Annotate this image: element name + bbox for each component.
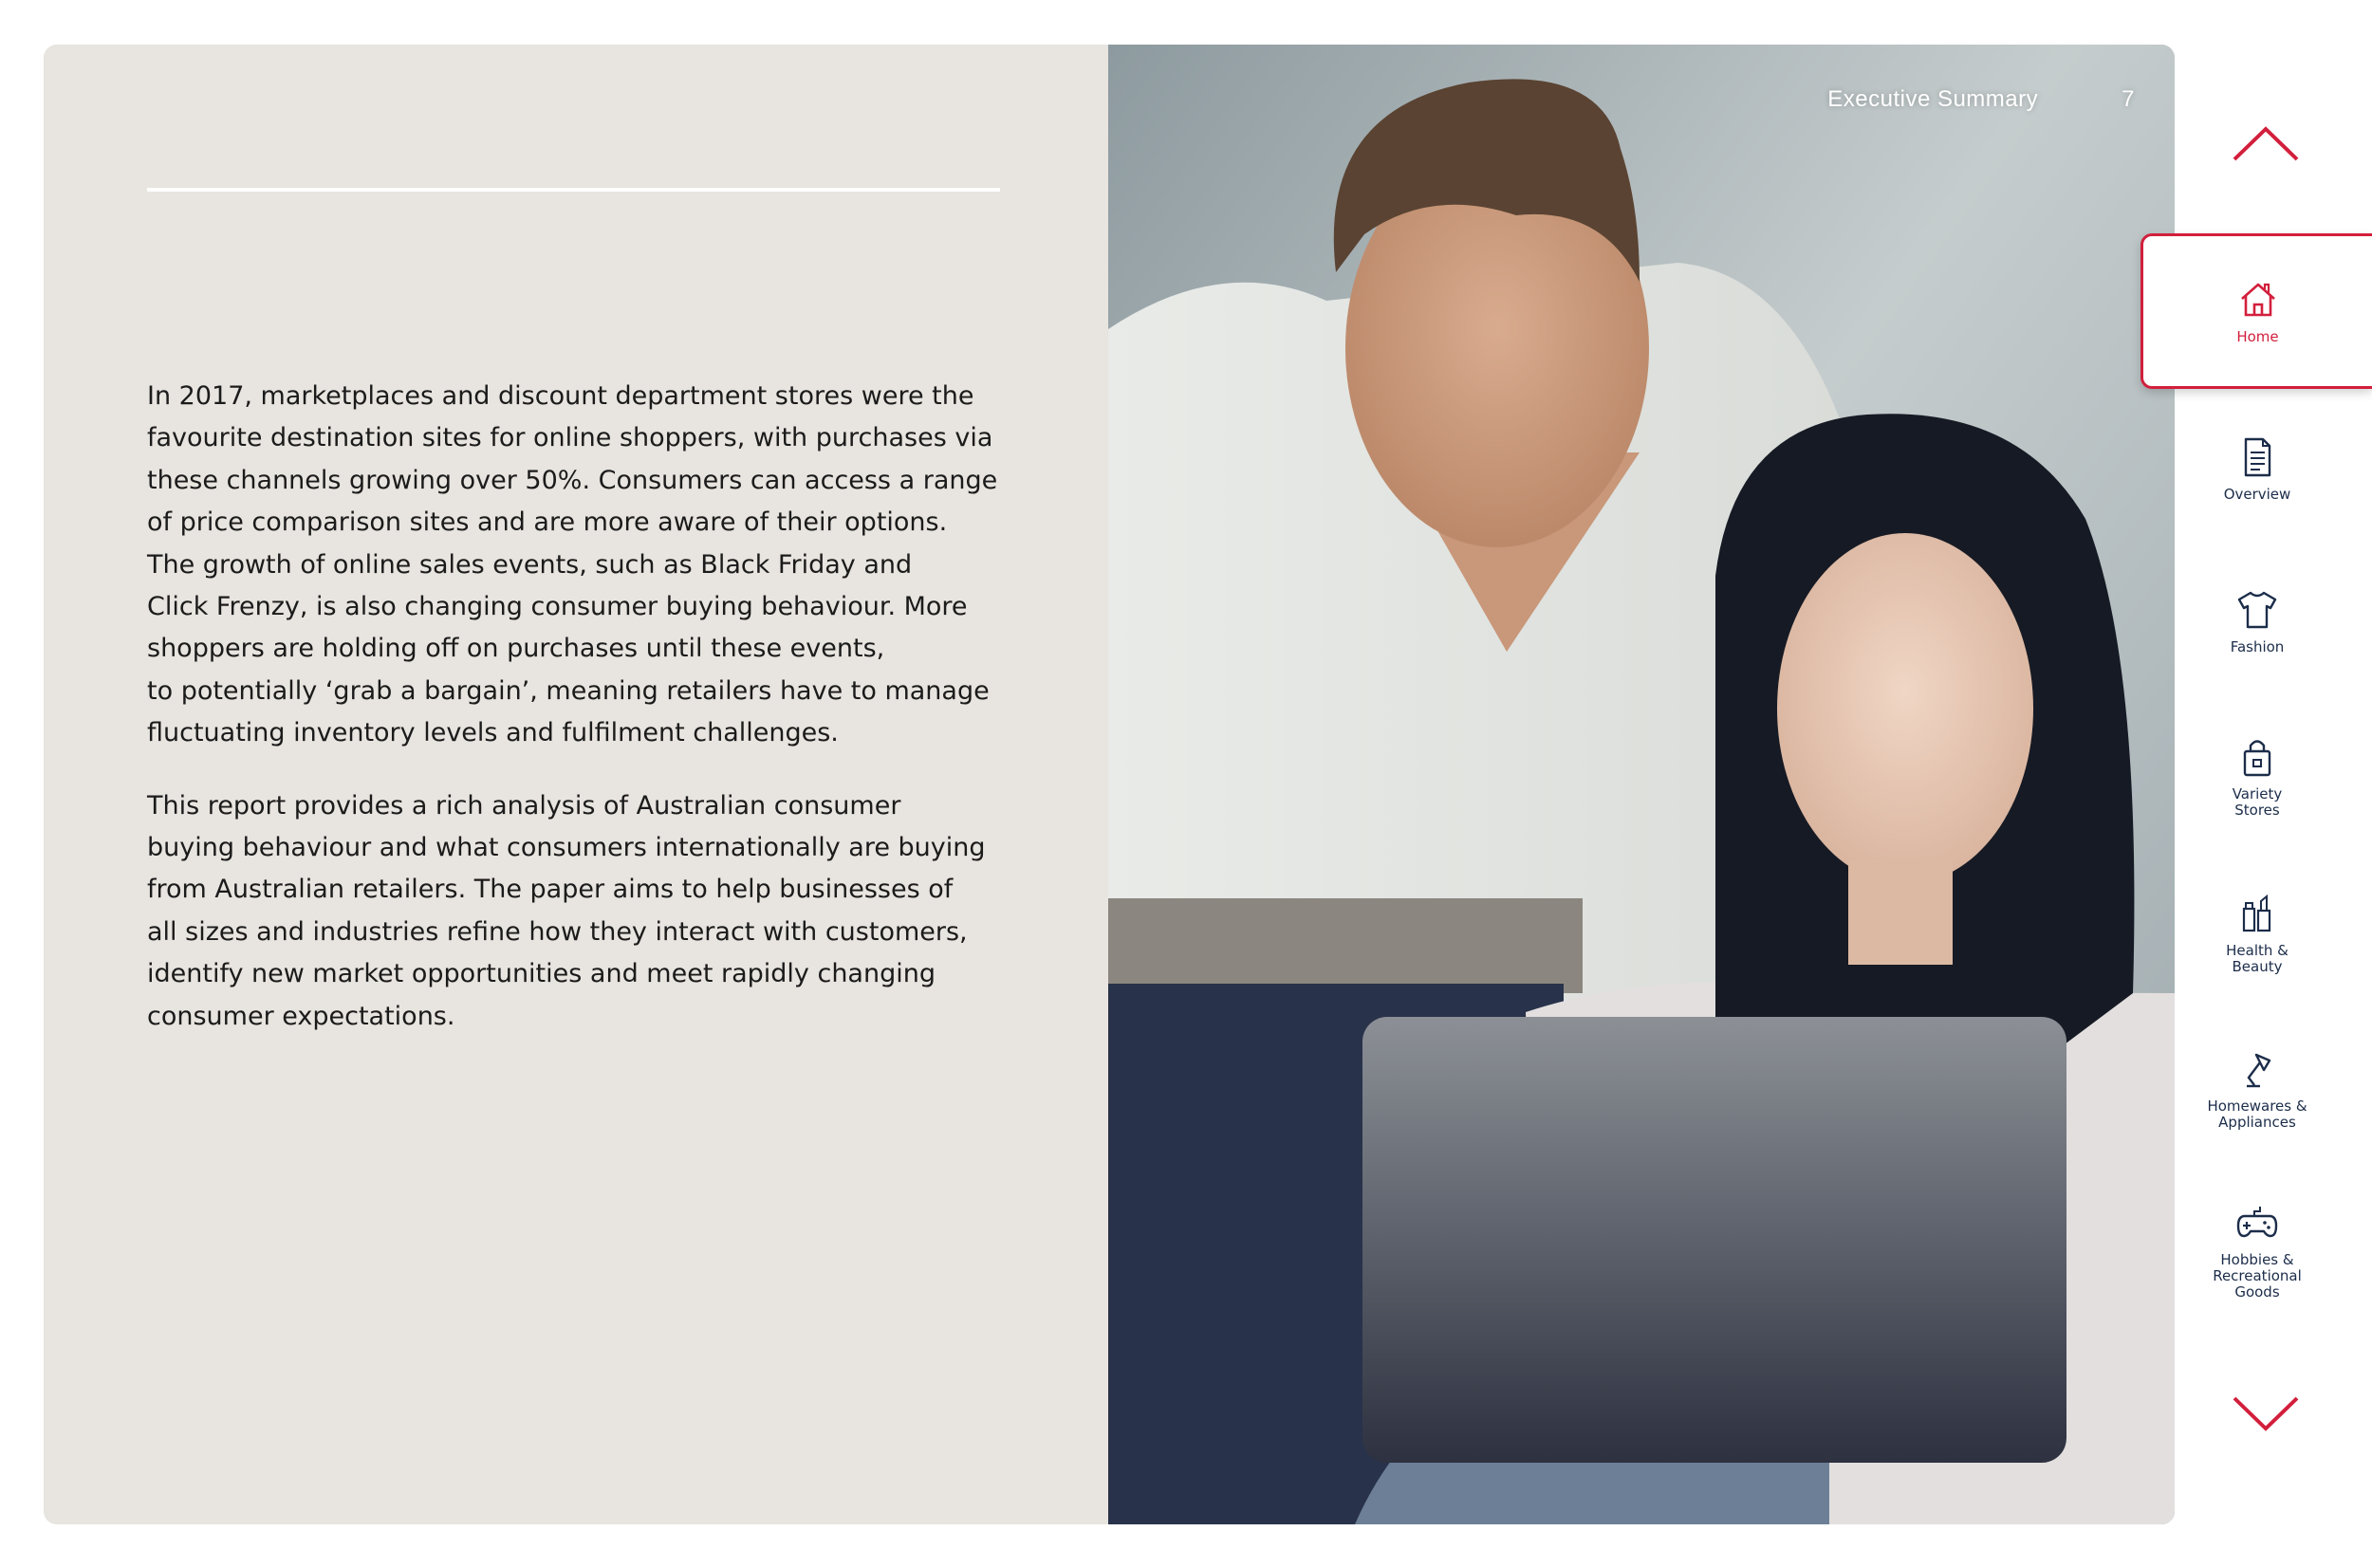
nav-item-homewares-appliances[interactable] [2142, 1011, 2372, 1167]
chevron-up-icon [2232, 125, 2300, 163]
divider-rule [147, 188, 1000, 192]
nav-label-variety-stores: Variety Stores [2232, 785, 2283, 819]
paragraph-1: In 2017, marketplaces and discount department stores were the favourite destination sites for online shoppers, with purchases via these channels growing over 50%. Consumers can access a range of price comparison sites and are more aware of their options. The growth of online sales events, such as Black Friday and Click Frenzy, is also changing consumer buying behaviour. More shoppers are holding off on purchases until these events, to potentially ‘grab a bargain’, meaning retailers have to manage fluctuating inventory levels and fulfilment challenges. [147, 381, 998, 748]
home-icon [2236, 278, 2280, 322]
nav-item-overview[interactable] [2142, 391, 2372, 546]
nav-label-health-beauty: Health & Beauty [2226, 942, 2289, 975]
document-icon [2235, 435, 2279, 479]
text-panel [44, 45, 1108, 1524]
nav-label-fashion: Fashion [2230, 637, 2285, 655]
previous-page-button[interactable] [2232, 125, 2300, 163]
nav-label-overview: Overview [2223, 485, 2291, 503]
nav-item-hobbies-recreational[interactable] [2142, 1172, 2372, 1328]
paragraph-2: This report provides a rich analysis of Australian consumer buying behaviour and what consumers internationally are buying from Australian retailers. The paper aims to help businesses of all sizes and industries refine how they interact with customers, identify new market opportunities and meet rapidly changing consumer expectations. [147, 790, 986, 1031]
lamp-icon [2235, 1047, 2279, 1091]
section-nav [2142, 0, 2372, 1568]
nav-item-home[interactable] [2140, 233, 2372, 389]
next-page-button[interactable] [2232, 1394, 2300, 1432]
photo-illustration [1108, 45, 2175, 1524]
hero-photo [1108, 45, 2175, 1524]
page-header [1827, 86, 2135, 113]
cosmetics-icon [2235, 892, 2279, 935]
nav-item-fashion[interactable] [2142, 544, 2372, 699]
chevron-down-icon [2232, 1394, 2300, 1432]
nav-label-home: Home [2236, 327, 2279, 345]
nav-item-variety-stores[interactable] [2142, 699, 2372, 855]
tshirt-icon [2235, 588, 2279, 632]
gamepad-icon [2235, 1201, 2279, 1245]
content-card [44, 45, 2175, 1524]
shopping-bag-icon [2235, 735, 2279, 779]
page-number: 7 [2122, 86, 2135, 112]
nav-label-homewares-appliances: Homewares & Appliances [2207, 1098, 2307, 1131]
section-title: Executive Summary [1827, 86, 2039, 112]
nav-item-health-beauty[interactable] [2142, 856, 2372, 1011]
nav-label-hobbies-recreational: Hobbies & Recreational Goods [2213, 1250, 2302, 1301]
summary-body [147, 376, 1001, 1038]
